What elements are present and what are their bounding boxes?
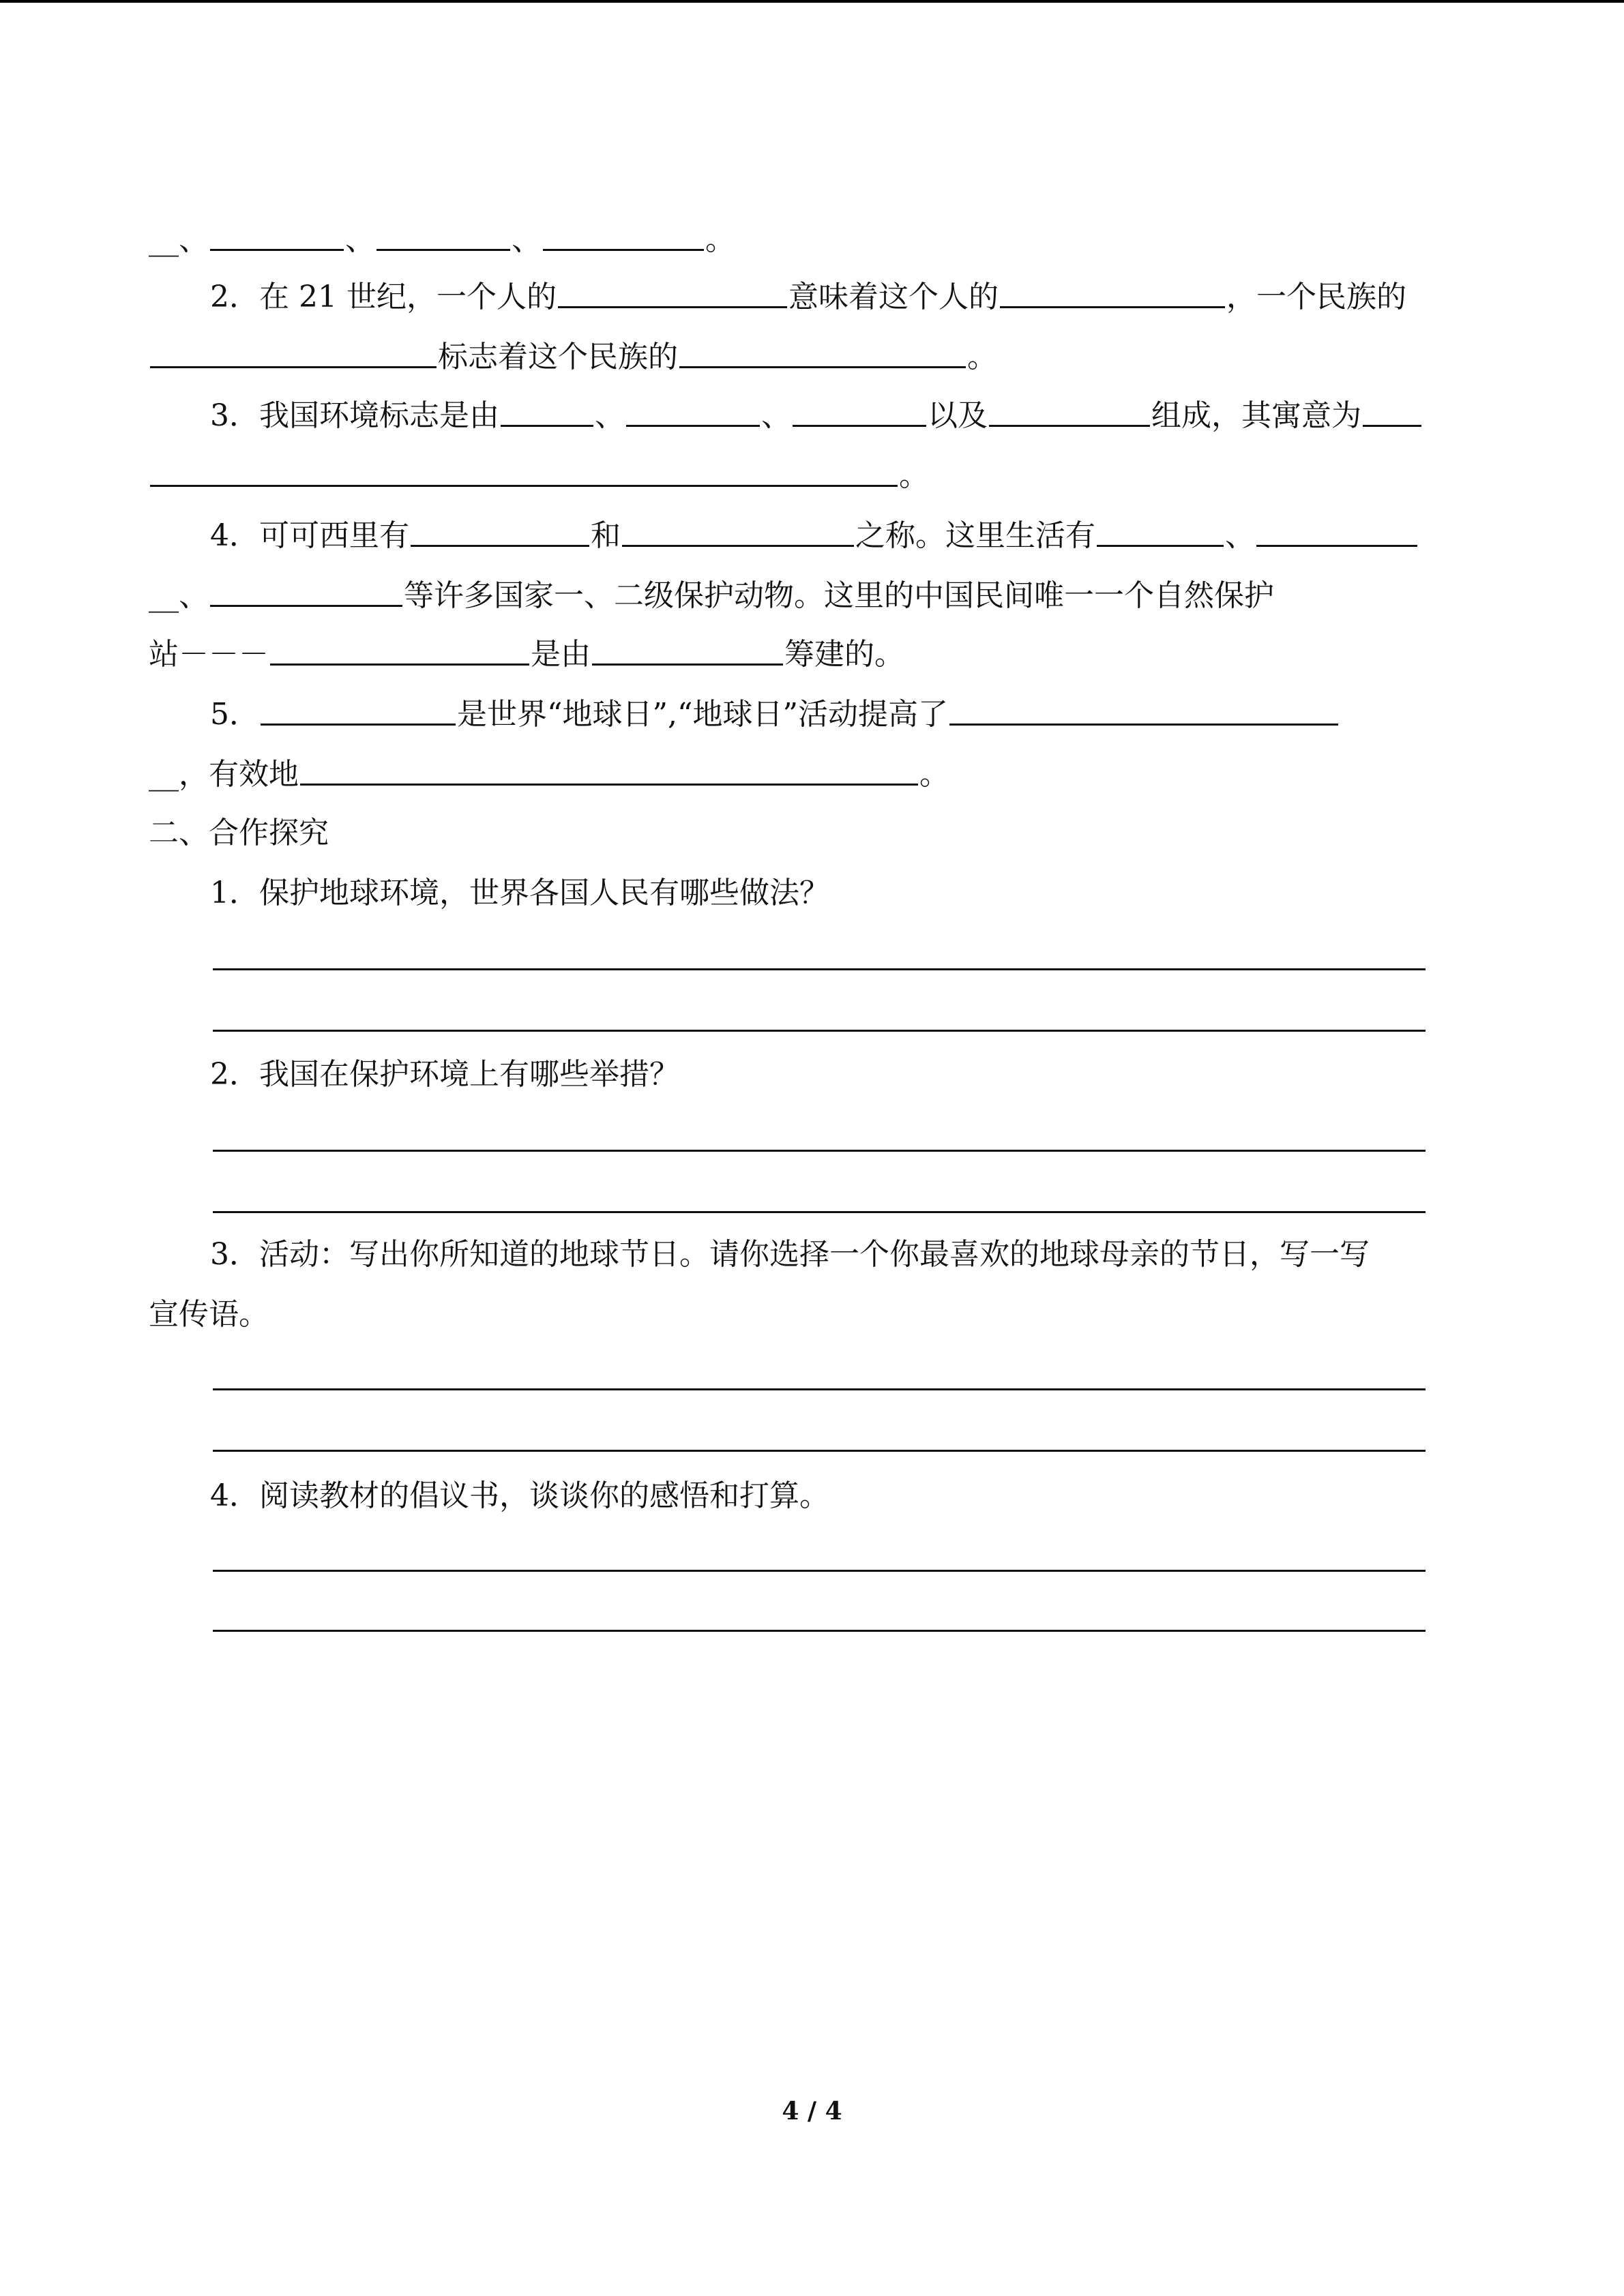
text: 之称。这里生活有 xyxy=(855,518,1095,553)
text: 和 xyxy=(591,518,621,553)
text: 站－－－ xyxy=(149,637,269,672)
answer-line[interactable] xyxy=(213,1450,1426,1452)
page-number: 4 / 4 xyxy=(782,2097,842,2126)
s2-question-1: 1．保护地球环境，世界各国人民有哪些做法？ xyxy=(210,876,829,910)
s2-question-3-line-1: 3．活动：写出你所知道的地球节日。请你选择一个你最喜欢的地球母亲的节日，写一写 xyxy=(210,1237,1370,1272)
answer-line[interactable] xyxy=(213,1630,1426,1632)
answer-line[interactable] xyxy=(213,1030,1426,1032)
answer-line[interactable] xyxy=(213,968,1426,970)
blank-field[interactable] xyxy=(626,398,760,427)
s2-question-4: 4．阅读教材的倡议书，谈谈你的感悟和打算。 xyxy=(210,1478,829,1513)
text: __、 xyxy=(149,222,209,257)
q4-line-1 xyxy=(210,516,1419,556)
text: ，一个民族的 xyxy=(1226,280,1406,314)
blank-field[interactable] xyxy=(793,398,926,427)
text: 、 xyxy=(595,398,625,433)
text: 、 xyxy=(512,222,542,257)
blank-field[interactable] xyxy=(411,518,589,547)
text: 5． xyxy=(210,697,259,732)
text: 。 xyxy=(705,222,735,257)
blank-field[interactable] xyxy=(270,636,529,666)
text: 、 xyxy=(345,222,375,257)
text: 。 xyxy=(919,757,949,792)
text: 。 xyxy=(899,458,929,493)
blank-field[interactable] xyxy=(543,222,704,251)
text: 以及 xyxy=(928,398,988,433)
text: 、 xyxy=(1225,518,1255,553)
blank-field[interactable] xyxy=(1097,518,1224,547)
q5-line-2 xyxy=(149,754,949,795)
text: 是由 xyxy=(531,637,591,672)
q3-line-2 xyxy=(149,456,929,496)
blank-field[interactable] xyxy=(210,578,402,607)
blank-field[interactable] xyxy=(989,398,1150,427)
text: 意味着这个人的 xyxy=(788,280,999,314)
text: 等许多国家一、二级保护动物。这里的中国民间唯一一个自然保护 xyxy=(404,578,1274,613)
answer-line[interactable] xyxy=(213,1211,1426,1213)
answer-line[interactable] xyxy=(213,1570,1426,1572)
blank-field[interactable] xyxy=(501,398,593,427)
q2-line-1 xyxy=(210,277,1406,318)
q5-line-1 xyxy=(210,694,1340,735)
text: 筹建的。 xyxy=(784,637,904,672)
blank-field[interactable] xyxy=(1363,398,1421,427)
blank-field[interactable] xyxy=(1256,518,1417,547)
answer-line[interactable] xyxy=(213,1150,1426,1152)
s2-question-3-line-2: 宣传语。 xyxy=(149,1297,269,1332)
blank-field[interactable] xyxy=(261,696,456,726)
text: __、 xyxy=(149,578,209,613)
text: 是世界“地球日”,“地球日”活动提高了 xyxy=(457,697,948,732)
blank-field[interactable] xyxy=(150,458,898,487)
q4-line-3 xyxy=(149,634,904,675)
section-2-title: 二、合作探究 xyxy=(149,816,329,850)
text: __，有效地 xyxy=(149,757,299,792)
blank-field[interactable] xyxy=(300,756,918,786)
text: 、 xyxy=(761,398,791,433)
text: 。 xyxy=(967,340,997,374)
text: 标志着这个民族的 xyxy=(438,340,678,374)
q2-line-2 xyxy=(149,337,997,378)
text: 组成，其寓意为 xyxy=(1151,398,1361,433)
blank-field[interactable] xyxy=(679,339,966,368)
blank-field[interactable] xyxy=(150,339,437,368)
blank-field[interactable] xyxy=(377,222,510,251)
q1-tail-line xyxy=(149,220,735,260)
text: 4．可可西里有 xyxy=(210,518,409,553)
blank-field[interactable] xyxy=(1000,279,1225,308)
q4-line-2 xyxy=(149,576,1274,616)
s2-question-2: 2．我国在保护环境上有哪些举措？ xyxy=(210,1057,679,1092)
blank-field[interactable] xyxy=(949,696,1338,726)
blank-field[interactable] xyxy=(592,636,783,666)
blank-field[interactable] xyxy=(210,222,344,251)
text: 2．在 21 世纪，一个人的 xyxy=(210,280,557,314)
blank-field[interactable] xyxy=(622,518,854,547)
blank-field[interactable] xyxy=(558,279,787,308)
q3-line-1 xyxy=(210,396,1423,436)
text: 3．我国环境标志是由 xyxy=(210,398,499,433)
answer-line[interactable] xyxy=(213,1388,1426,1390)
